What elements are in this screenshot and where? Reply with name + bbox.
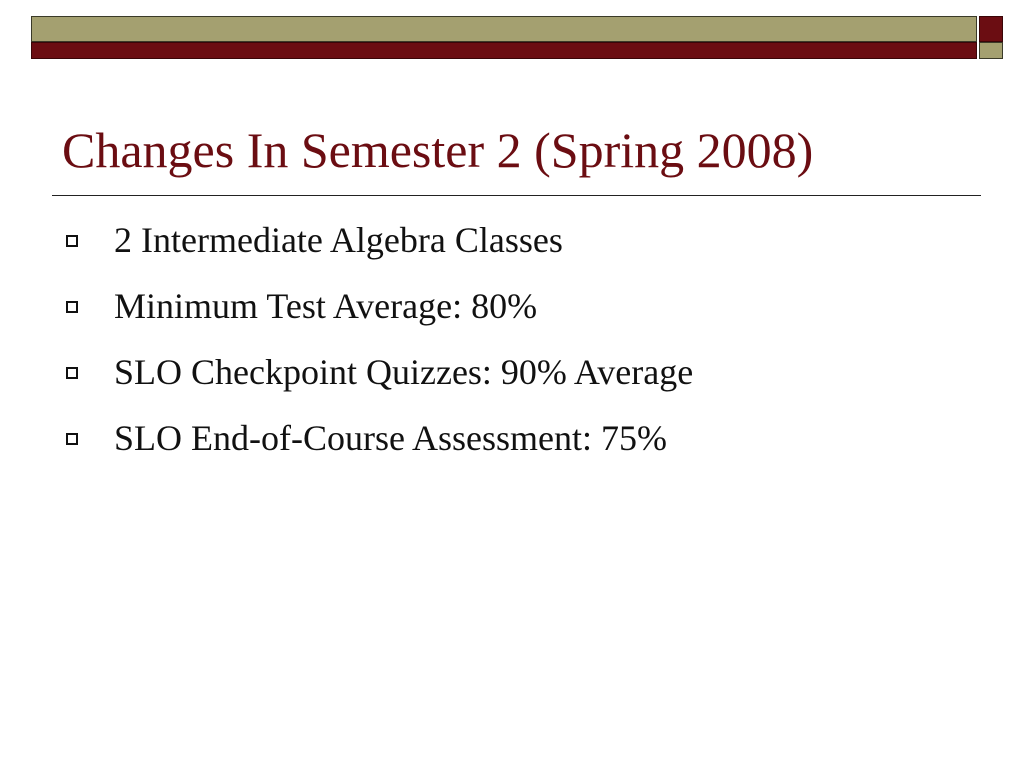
hollow-square-bullet-icon <box>66 301 78 313</box>
bullet-item <box>66 410 693 476</box>
bullet-text: 2 Intermediate Algebra Classes <box>114 220 563 260</box>
slide-title: Changes In Semester 2 (Spring 2008) <box>62 122 814 178</box>
title-divider <box>52 195 981 196</box>
hollow-square-bullet-icon <box>66 235 78 247</box>
corner-block-olive <box>979 42 1003 59</box>
bullet-text: SLO End-of-Course Assessment: 75% <box>114 418 667 458</box>
hollow-square-bullet-icon <box>66 367 78 379</box>
header-banner-maroon <box>31 42 977 59</box>
bullet-item <box>66 278 693 344</box>
bullet-item <box>66 344 693 410</box>
bullet-text: Minimum Test Average: 80% <box>114 286 538 326</box>
bullet-item <box>66 212 693 278</box>
bullet-list <box>66 212 693 476</box>
header-banner-olive <box>31 16 977 42</box>
hollow-square-bullet-icon <box>66 433 78 445</box>
bullet-text: SLO Checkpoint Quizzes: 90% Average <box>114 352 694 392</box>
corner-block-maroon <box>979 16 1003 42</box>
